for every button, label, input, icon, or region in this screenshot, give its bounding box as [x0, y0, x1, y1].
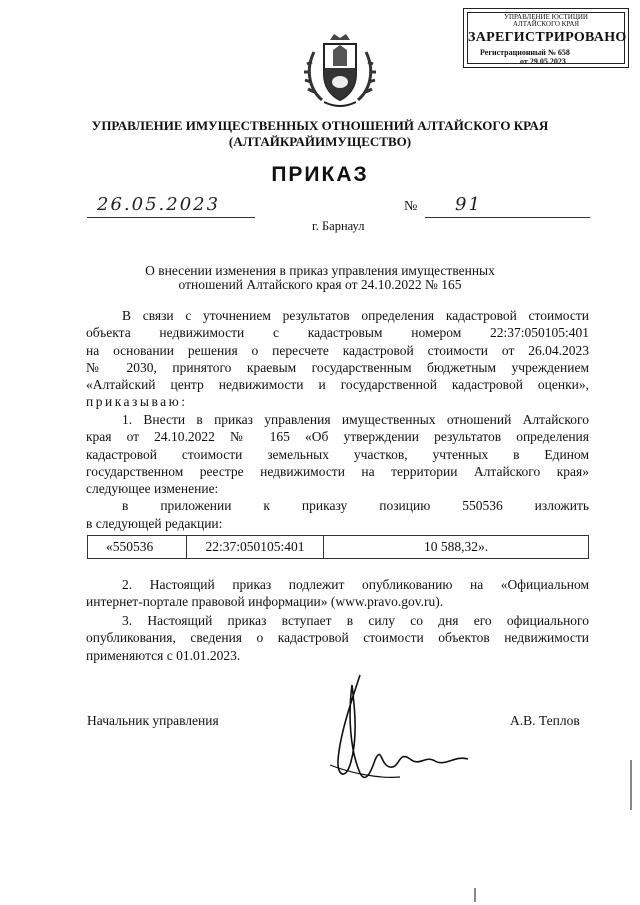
preamble-line: объекта недвижимости с кадастровым номером 22:37:050105:401 — [86, 325, 589, 341]
item-3-line: опубликования, сведения о кадастровой стоимости объектов недвижимости — [86, 630, 589, 646]
position-table — [87, 535, 589, 559]
table-cell-cadastral-number: 22:37:050105:401 — [187, 536, 324, 559]
date-field — [87, 193, 255, 218]
item-1-line: 1. Внести в приказ управления имущественных отношений Алтайского — [122, 412, 589, 427]
item-1-line: края от 24.10.2022 № 165 «Об утверждении результатов определения — [86, 429, 589, 445]
table-cell-position: «550536 — [88, 536, 187, 559]
item-2-line: интернет-портале правовой информации» (www.pravo.gov.ru). — [86, 594, 444, 610]
signatory-position: Начальник управления — [87, 713, 219, 728]
stamp-inner-frame — [467, 12, 625, 64]
item-1-line: в следующей редакции: — [86, 515, 223, 531]
item-3-line: 3. Настоящий приказ вступает в силу со дня его официального — [122, 613, 589, 628]
signatory-name: А.В. Теплов — [510, 713, 580, 728]
preamble-line: В связи с уточнением результатов определения кадастровой стоимости — [122, 308, 589, 323]
table-cell-value: 10 588,32». — [324, 536, 589, 559]
item-1-line: в приложении к приказу позицию 550536 изложить — [122, 498, 589, 514]
handwritten-signature — [320, 655, 480, 795]
item-1-line: следующее изменение: — [86, 481, 219, 497]
subject-line-1: О внесении изменения в приказ управления имущественных — [145, 263, 495, 278]
scan-edge-mark — [630, 760, 632, 810]
preamble-line: на основании решения о пересчете кадастровой стоимости от 26.04.2023 — [86, 342, 589, 358]
subject-line-2: отношений Алтайского края от 24.10.2022 № 165 — [178, 277, 462, 292]
number-sign: № — [404, 199, 418, 214]
number-field — [425, 193, 590, 218]
item-1-line: кадастровой стоимости земельных участков, учтенных в Едином — [86, 446, 589, 462]
handwritten-number: 91 — [455, 194, 482, 215]
stamp-reg-number: Регистрационный № 658 — [480, 48, 570, 57]
stamp-org-line1: УПРАВЛЕНИЕ ЮСТИЦИИ — [504, 13, 588, 21]
document-type-title: ПРИКАЗ — [271, 163, 369, 186]
preamble-line: № 2030, принятого краевым государственным бюджетным учреждением — [86, 359, 589, 375]
org-name: УПРАВЛЕНИЕ ИМУЩЕСТВЕННЫХ ОТНОШЕНИЙ АЛТАЙСКОГО КРАЯ — [91, 118, 549, 133]
item-1-paragraph — [86, 411, 589, 532]
order-word: приказываю: — [86, 394, 188, 410]
stamp-status: ЗАРЕГИСТРИРОВАНО — [468, 30, 627, 45]
stamp-org-line2: АЛТАЙСКОГО КРАЯ — [512, 20, 580, 28]
city-label: г. Барнаул — [312, 219, 365, 233]
registration-stamp — [463, 8, 629, 68]
stamp-reg-date: от 29.05.2023 — [520, 57, 566, 66]
org-short-name: (АЛТАЙКРАЙИМУЩЕСТВО) — [228, 134, 412, 149]
item-2-paragraph — [86, 576, 589, 611]
handwritten-date: 26.05.2023 — [97, 194, 221, 215]
table-row — [88, 536, 589, 559]
scan-edge-mark — [474, 888, 476, 902]
coat-of-arms-emblem — [300, 30, 380, 114]
preamble-line: «Алтайский центр недвижимости и государственной кадастровой оценки», — [86, 377, 589, 393]
item-3-line: применяются с 01.01.2023. — [86, 647, 241, 663]
item-1-line: государственном реестре недвижимости на территории Алтайского края» — [86, 463, 589, 479]
item-2-line: 2. Настоящий приказ подлежит опубликованию на «Официальном — [122, 577, 589, 592]
preamble-paragraph — [86, 307, 589, 411]
